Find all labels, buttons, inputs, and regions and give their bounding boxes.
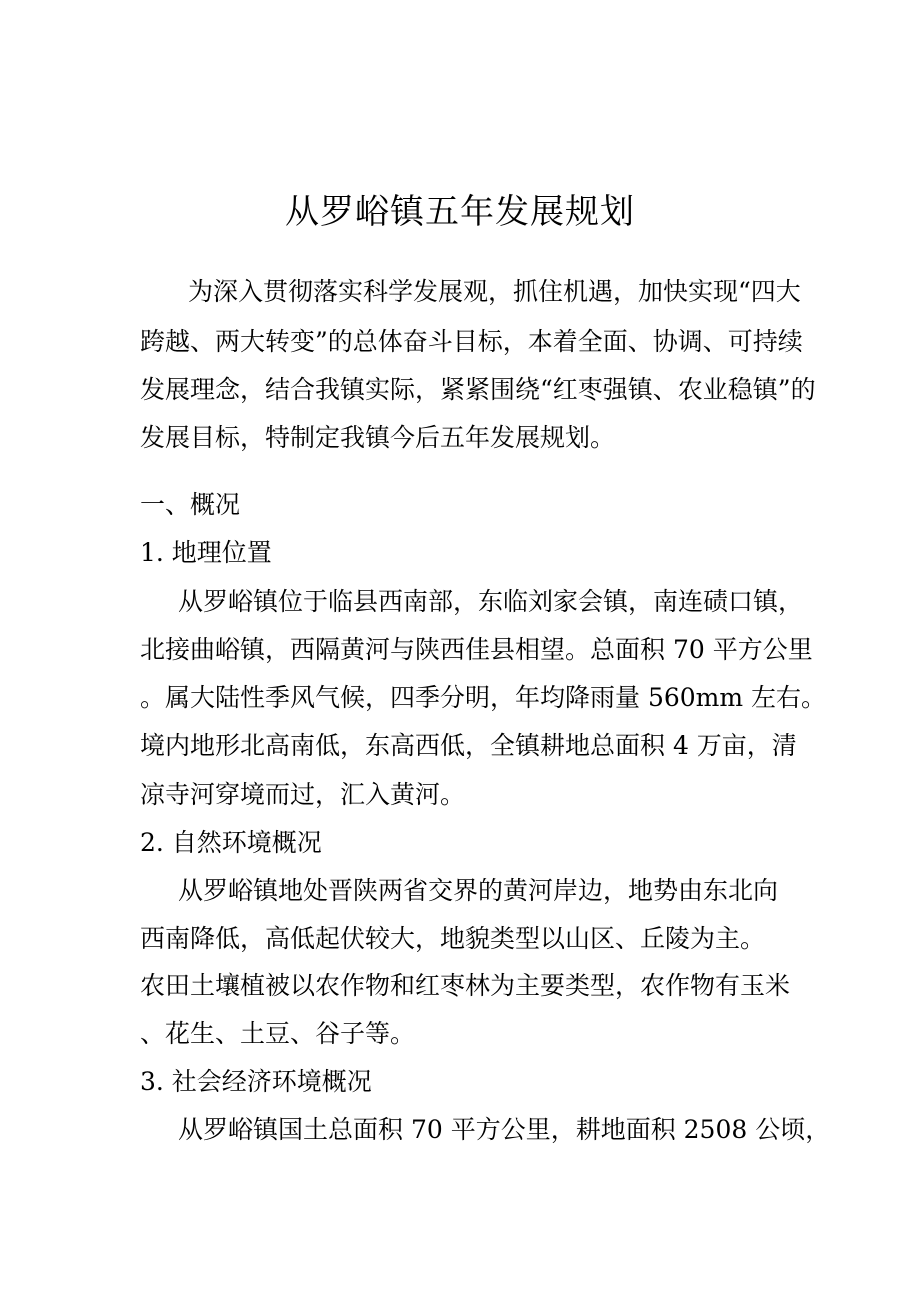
subsection-heading: 1. 地理位置 [140,538,272,567]
document-title: 从罗峪镇五年发展规划 [285,192,635,232]
text-line: 从罗峪镇国土总面积 70 平方公里，耕地面积 2508 公顷， [178,1115,831,1144]
text-line: 农田土壤植被以农作物和红枣林为主要类型，农作物有玉米 [140,971,791,1000]
text-line: 从罗峪镇位于临县西南部，东临刘家会镇，南连碛口镇， [178,587,804,616]
subsection-heading: 3. 社会经济环境概况 [140,1067,372,1096]
text-line: 发展目标，特制定我镇今后五年发展规划。 [140,423,616,452]
text-line: 。属大陆性季风气候，四季分明，年均降雨量 560mm 左右。 [140,683,827,712]
text-line: 跨越、两大转变”的总体奋斗目标，本着全面、协调、可持续 [140,327,803,356]
subsection-heading: 2. 自然环境概况 [140,828,322,857]
text-line: 北接曲峪镇，西隔黄河与陕西佳县相望。总面积 70 平方公里 [140,635,813,664]
text-line: 西南降低，高低起伏较大，地貌类型以山区、丘陵为主。 [140,924,766,953]
text-line: 从罗峪镇地处晋陕两省交界的黄河岸边，地势由东北向 [178,876,779,905]
text-line: 境内地形北高南低，东高西低，全镇耕地总面积 4 万亩，清 [140,731,797,760]
section-heading: 一、概况 [140,490,241,519]
text-line: 凉寺河穿境而过，汇入黄河。 [140,780,466,809]
text-line: 为深入贯彻落实科学发展观，抓住机遇，加快实现“四大 [188,277,801,306]
text-line: 、花生、土豆、谷子等。 [140,1019,416,1048]
text-line: 发展理念，结合我镇实际，紧紧围绕“红枣强镇、农业稳镇”的 [140,375,816,404]
